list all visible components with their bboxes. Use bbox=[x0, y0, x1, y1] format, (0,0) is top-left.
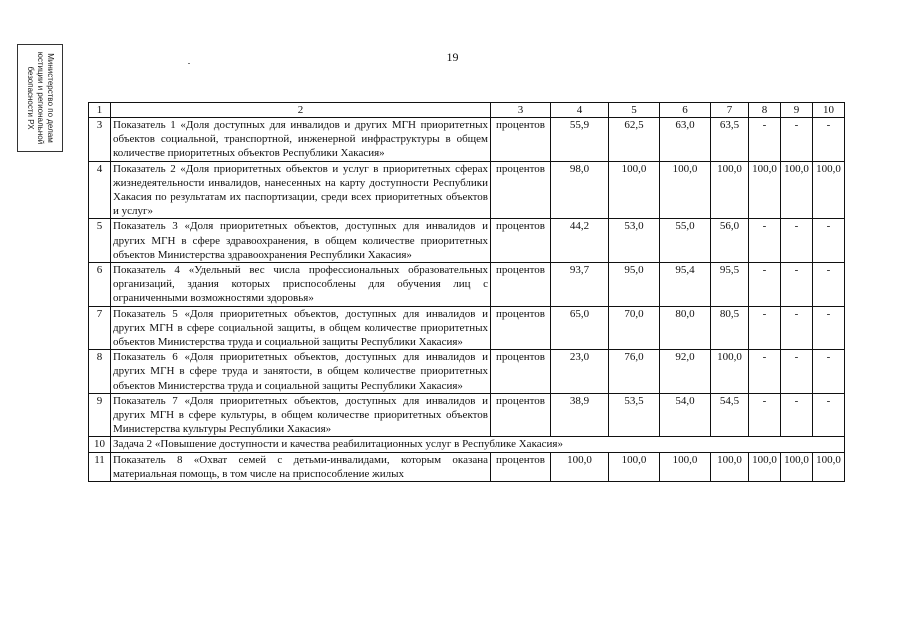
value-cell: 70,0 bbox=[609, 306, 660, 350]
indicator-description: Показатель 8 «Охват семей с детьми-инвалидами, которым оказана материальная помощь, в том числе на приспособление жилых bbox=[111, 452, 491, 481]
value-cell: 100,0 bbox=[749, 452, 781, 481]
indicator-description: Показатель 5 «Доля приоритетных объектов, доступных для инвалидов и других МГН в сфере социальной защиты, в общем количестве приоритетных объектов Министерства труда и социальной защиты Республики Хакасия» bbox=[111, 306, 491, 350]
column-number: 4 bbox=[551, 103, 609, 118]
value-cell: 80,5 bbox=[711, 306, 749, 350]
value-cell: - bbox=[813, 350, 845, 394]
row-number: 3 bbox=[89, 118, 111, 162]
value-cell: - bbox=[749, 118, 781, 162]
value-cell: 100,0 bbox=[781, 161, 813, 219]
row-number: 6 bbox=[89, 263, 111, 307]
row-number: 11 bbox=[89, 452, 111, 481]
column-number: 6 bbox=[660, 103, 711, 118]
unit-cell: процентов bbox=[491, 393, 551, 437]
value-cell: 55,0 bbox=[660, 219, 711, 263]
value-cell: 100,0 bbox=[660, 452, 711, 481]
value-cell: 100,0 bbox=[813, 161, 845, 219]
indicator-row bbox=[89, 452, 845, 481]
row-number: 7 bbox=[89, 306, 111, 350]
value-cell: - bbox=[749, 263, 781, 307]
unit-cell: процентов bbox=[491, 306, 551, 350]
unit-cell: процентов bbox=[491, 161, 551, 219]
value-cell: - bbox=[813, 263, 845, 307]
value-cell: 100,0 bbox=[711, 350, 749, 394]
value-cell: - bbox=[781, 306, 813, 350]
value-cell: 100,0 bbox=[660, 161, 711, 219]
row-number: 8 bbox=[89, 350, 111, 394]
column-number-row bbox=[89, 103, 845, 118]
value-cell: 92,0 bbox=[660, 350, 711, 394]
value-cell: 76,0 bbox=[609, 350, 660, 394]
stamp-line: безопасности РХ bbox=[26, 66, 35, 130]
value-cell: - bbox=[749, 219, 781, 263]
indicator-row bbox=[89, 393, 845, 437]
value-cell: 53,5 bbox=[609, 393, 660, 437]
value-cell: 95,4 bbox=[660, 263, 711, 307]
row-number: 9 bbox=[89, 393, 111, 437]
indicator-row bbox=[89, 161, 845, 219]
value-cell: - bbox=[781, 350, 813, 394]
value-cell: 38,9 bbox=[551, 393, 609, 437]
value-cell: 100,0 bbox=[551, 452, 609, 481]
value-cell: 93,7 bbox=[551, 263, 609, 307]
value-cell: 100,0 bbox=[609, 452, 660, 481]
value-cell: 100,0 bbox=[711, 452, 749, 481]
value-cell: 62,5 bbox=[609, 118, 660, 162]
indicator-description: Показатель 7 «Доля приоритетных объектов, доступных для инвалидов и других МГН в сфере культуры, в общем количестве приоритетных объектов Министерства культуры Республики Хакасия» bbox=[111, 393, 491, 437]
value-cell: 63,5 bbox=[711, 118, 749, 162]
value-cell: 54,0 bbox=[660, 393, 711, 437]
column-number: 8 bbox=[749, 103, 781, 118]
column-number: 5 bbox=[609, 103, 660, 118]
value-cell: - bbox=[781, 118, 813, 162]
value-cell: 56,0 bbox=[711, 219, 749, 263]
column-number: 7 bbox=[711, 103, 749, 118]
unit-cell: процентов bbox=[491, 452, 551, 481]
value-cell: 100,0 bbox=[711, 161, 749, 219]
value-cell: - bbox=[781, 263, 813, 307]
row-number: 5 bbox=[89, 219, 111, 263]
value-cell: 98,0 bbox=[551, 161, 609, 219]
value-cell: 65,0 bbox=[551, 306, 609, 350]
indicator-row bbox=[89, 118, 845, 162]
value-cell: 95,0 bbox=[609, 263, 660, 307]
indicator-row bbox=[89, 350, 845, 394]
unit-cell: процентов bbox=[491, 350, 551, 394]
value-cell: - bbox=[813, 118, 845, 162]
value-cell: - bbox=[749, 306, 781, 350]
page-number: 19 bbox=[446, 50, 459, 64]
task-title: Задача 2 «Повышение доступности и качества реабилитационных услуг в Республике Хакасия» bbox=[111, 437, 845, 452]
indicator-description: Показатель 6 «Доля приоритетных объектов, доступных для инвалидов и других МГН в сфере труда и занятости, в общем количестве приоритетных объектов Министерства труда и социальной защиты Республики Хакасия» bbox=[111, 350, 491, 394]
stamp-line: Министерство по делам bbox=[46, 53, 55, 143]
indicator-row bbox=[89, 219, 845, 263]
value-cell: - bbox=[781, 219, 813, 263]
indicator-description: Показатель 4 «Удельный вес числа профессиональных образовательных организаций, здания которых приспособлены для обучения лиц с ограниченными возможностями здоровья» bbox=[111, 263, 491, 307]
value-cell: 100,0 bbox=[781, 452, 813, 481]
value-cell: 100,0 bbox=[609, 161, 660, 219]
value-cell: 63,0 bbox=[660, 118, 711, 162]
unit-cell: процентов bbox=[491, 219, 551, 263]
column-number: 9 bbox=[781, 103, 813, 118]
column-number: 2 bbox=[111, 103, 491, 118]
value-cell: 54,5 bbox=[711, 393, 749, 437]
scan-speck bbox=[188, 63, 190, 64]
value-cell: - bbox=[813, 393, 845, 437]
value-cell: 100,0 bbox=[749, 161, 781, 219]
value-cell: 44,2 bbox=[551, 219, 609, 263]
row-number: 10 bbox=[89, 437, 111, 452]
row-number: 4 bbox=[89, 161, 111, 219]
unit-cell: процентов bbox=[491, 118, 551, 162]
stamp-line: юстиции и региональной bbox=[36, 51, 45, 145]
column-number: 3 bbox=[491, 103, 551, 118]
column-number: 10 bbox=[813, 103, 845, 118]
column-number: 1 bbox=[89, 103, 111, 118]
value-cell: 53,0 bbox=[609, 219, 660, 263]
indicator-description: Показатель 1 «Доля доступных для инвалидов и других МГН приоритетных объектов социальной, транспортной, инженерной инфраструктуры в общем количестве приоритетных объектов Республики Хакасия» bbox=[111, 118, 491, 162]
value-cell: - bbox=[781, 393, 813, 437]
value-cell: 55,9 bbox=[551, 118, 609, 162]
indicator-row bbox=[89, 306, 845, 350]
indicator-description: Показатель 2 «Доля приоритетных объектов и услуг в приоритетных сферах жизнедеятельности инвалидов, нанесенных на карту доступности Республики Хакасия по результатам их паспортизации, среди всех приоритетных объектов и услуг» bbox=[111, 161, 491, 219]
unit-cell: процентов bbox=[491, 263, 551, 307]
value-cell: 95,5 bbox=[711, 263, 749, 307]
value-cell: - bbox=[749, 350, 781, 394]
value-cell: - bbox=[813, 306, 845, 350]
indicator-row bbox=[89, 263, 845, 307]
value-cell: - bbox=[813, 219, 845, 263]
value-cell: 80,0 bbox=[660, 306, 711, 350]
value-cell: 23,0 bbox=[551, 350, 609, 394]
indicator-description: Показатель 3 «Доля приоритетных объектов, доступных для инвалидов и других МГН в сфере здравоохранения, в общем количестве приоритетных объектов Министерства здравоохранения Республики Хакасия» bbox=[111, 219, 491, 263]
task-row bbox=[89, 437, 845, 452]
indicators-table bbox=[88, 102, 845, 482]
value-cell: - bbox=[749, 393, 781, 437]
value-cell: 100,0 bbox=[813, 452, 845, 481]
